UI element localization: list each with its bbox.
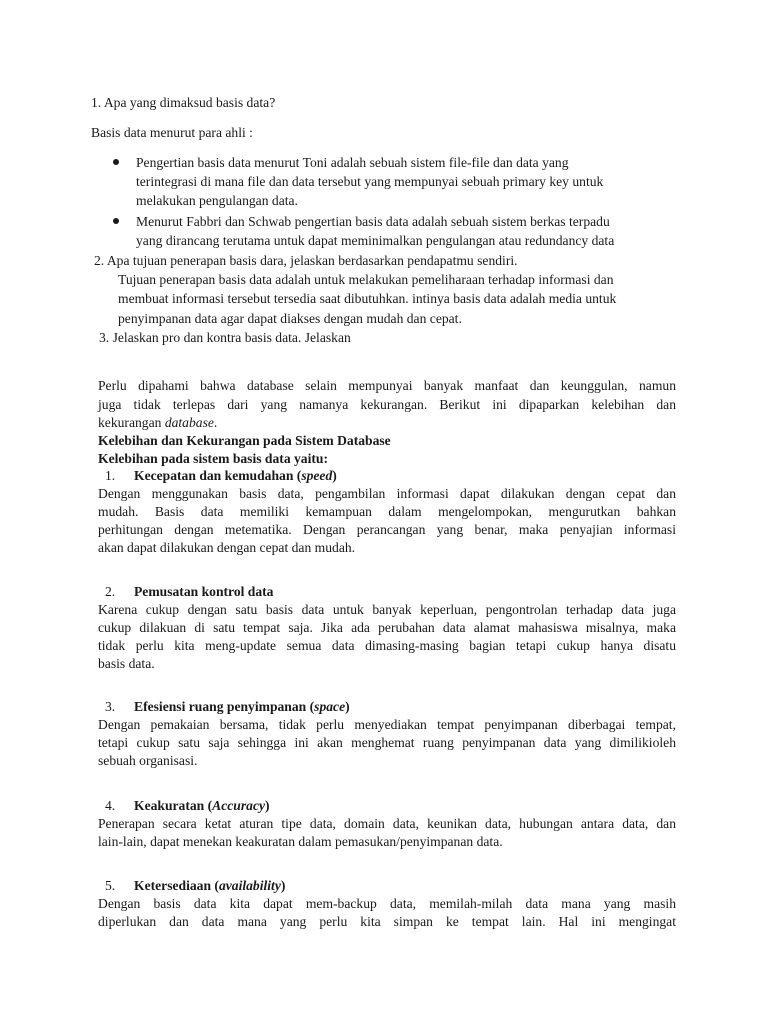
item-1-line: Dengan menggunakan basis data, pengambilan informasi dapat dilakukan dengan cepat dan	[98, 486, 676, 501]
item-4-title: 4. Keakuratan (Accuracy)	[105, 798, 270, 813]
item-3-line: sebuah organisasi.	[98, 753, 198, 768]
item-2-title: 2. Pemusatan kontrol data	[105, 584, 274, 599]
question-2-answer-line-1: Tujuan penerapan basis data adalah untuk melakukan pemeliharaan terhadap informasi dan	[118, 272, 614, 287]
item-3-title: 3. Efesiensi ruang penyimpanan (space)	[105, 699, 350, 714]
bullet-1-line-1: Pengertian basis data menurut Toni adalah sebuah sistem file-file dan data yang	[136, 155, 569, 170]
item-2-line: cukup dilakuan di satu tempat saja. Jika ada perubahan data alamat mahasiswa misalnya, maka	[98, 620, 676, 635]
question-1-title: 1. Apa yang dimaksud basis data?	[91, 95, 276, 110]
question-1-intro: Basis data menurut para ahli :	[91, 125, 253, 140]
item-4-line: Penerapan secara ketat aturan tipe data, domain data, keunikan data, hubungan antara data, dan	[98, 816, 676, 831]
section-heading: Kelebihan dan Kekurangan pada Sistem Database	[98, 433, 391, 448]
bullet-icon	[113, 153, 123, 165]
item-2-line: Karena cukup dengan satu basis data untuk banyak keperluan, pengontrolan terhadap data juga	[98, 602, 676, 617]
question-3-title: 3. Jelaskan pro dan kontra basis data. Jelaskan	[99, 330, 351, 345]
bullet-2-line-2: yang dirancang terutama untuk dapat meminimalkan pengulangan atau redundancy data	[136, 233, 615, 248]
subsection-heading: Kelebihan pada sistem basis data yaitu:	[98, 451, 328, 466]
item-5-line: diperlukan dan data mana yang perlu kita simpan ke tempat lain. Hal ini mengingat	[98, 914, 676, 929]
bullet-1-line-3: melakukan pengulangan data.	[136, 193, 298, 208]
item-1-line: perhitungan dengan metematika. Dengan perancangan yang benar, maka penyajian informasi	[98, 522, 676, 537]
item-2-line: basis data.	[98, 656, 155, 671]
paragraph-line: juga tidak terlepas dari yang namanya kekurangan. Berikut ini dipaparkan kelebihan dan	[98, 397, 676, 412]
item-3-line: Dengan pemakaian bersama, tidak perlu menyediakan tempat penyimpanan diberbagai tempat,	[98, 717, 676, 732]
paragraph-line: Perlu dipahami bahwa database selain mempunyai banyak manfaat dan keunggulan, namun	[98, 378, 676, 393]
bullet-2-line-1: Menurut Fabbri dan Schwab pengertian basis data adalah sebuah sistem berkas terpadu	[136, 214, 610, 229]
item-2-line: tidak perlu kita meng-update semua data dimasing-masing bagian tetapi cukup hanya disatu	[98, 638, 676, 653]
question-2-answer-line-2: membuat informasi tersebut tersedia saat dibutuhkan. intinya basis data adalah media untuk	[118, 291, 617, 306]
item-1-line: akan dapat dilakukan dengan cepat dan mudah.	[98, 540, 356, 555]
bullet-1-line-2: terintegrasi di mana file dan data tersebut yang mempunyai sebuah primary key untuk	[136, 174, 604, 189]
item-5-line: Dengan basis data kita dapat mem-backup data, memilah-milah data mana yang masih	[98, 896, 676, 911]
item-4-line: lain-lain, dapat menekan keakuratan dalam pemasukan/penyimpanan data.	[98, 834, 503, 849]
item-1-line: mudah. Basis data memiliki kemampuan dalam mengelompokan, mengurutkan bahkan	[98, 504, 676, 519]
item-3-line: tetapi cukup satu saja sehingga ini akan menghemat ruang penyimpanan data yang dimilikioleh	[98, 735, 676, 750]
item-1-title: 1. Kecepatan dan kemudahan (speed)	[105, 468, 337, 483]
question-2-title: 2. Apa tujuan penerapan basis dara, jelaskan berdasarkan pendapatmu sendiri.	[94, 253, 518, 268]
paragraph-line: kekurangan database.	[98, 415, 218, 430]
bullet-icon	[113, 212, 123, 224]
question-2-answer-line-3: penyimpanan data agar dapat diakses dengan mudah dan cepat.	[118, 311, 462, 326]
item-5-title: 5. Ketersediaan (availability)	[105, 878, 286, 893]
